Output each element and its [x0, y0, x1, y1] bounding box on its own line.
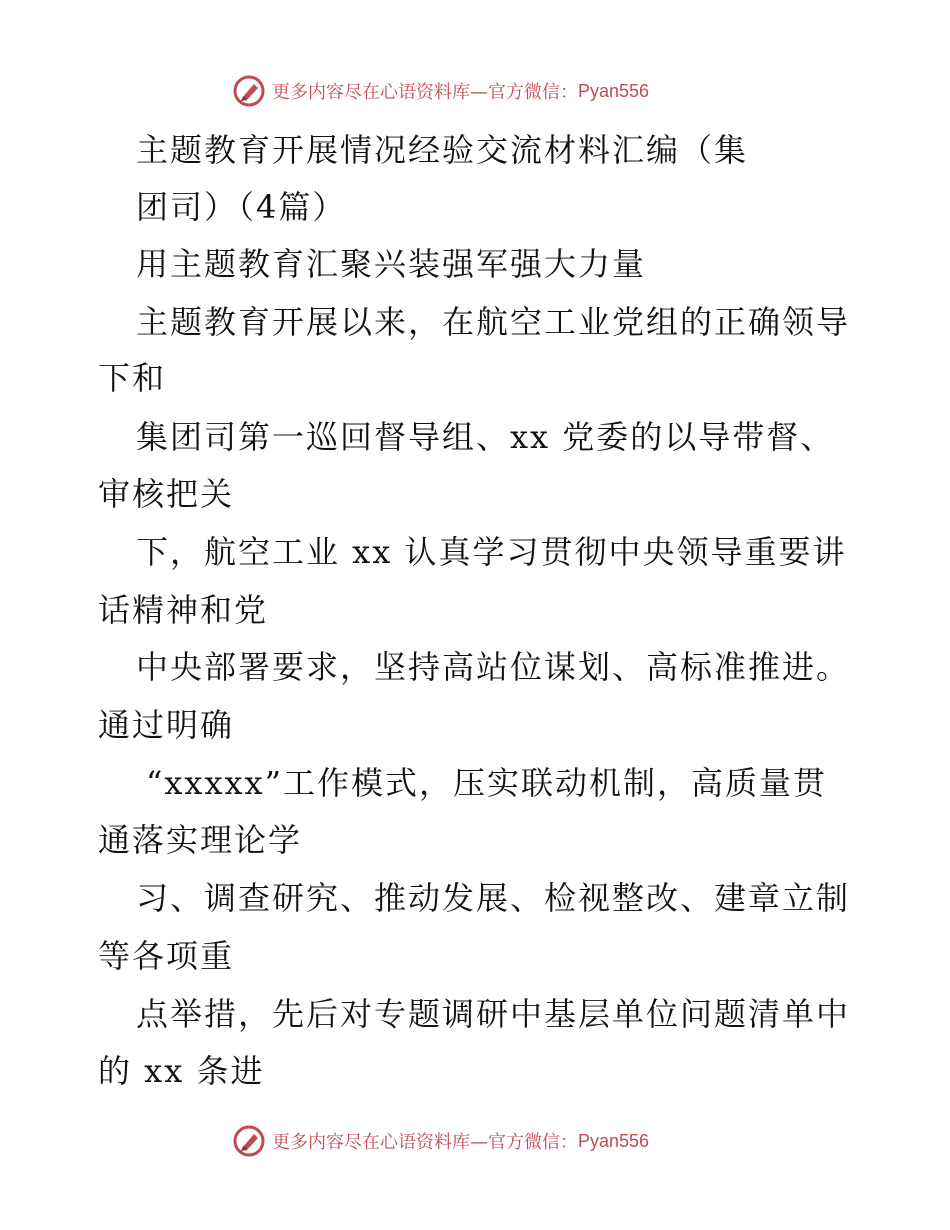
pen-nib-logo-icon — [232, 1124, 266, 1158]
doc-paragraph-line: 习、调查研究、推动发展、检视整改、建章立制 — [136, 879, 851, 917]
doc-paragraph-line: 话精神和党 — [98, 591, 269, 629]
watermark-wechat-id: Pyan556 — [578, 80, 650, 101]
watermark-wechat-id: Pyan556 — [578, 1130, 650, 1151]
footer-watermark — [232, 1124, 649, 1158]
doc-title-line-1: 主题教育开展情况经验交流材料汇编（集 — [136, 131, 749, 169]
doc-paragraph-line: 中央部署要求，坚持高站位谋划、高标准推进。 — [136, 648, 851, 686]
doc-paragraph-line: 下，航空工业 xx 认真学习贯彻中央领导重要讲 — [136, 533, 847, 571]
doc-subtitle: 用主题教育汇聚兴装强军强大力量 — [136, 245, 647, 283]
watermark-text: 更多内容尽在心语资料库—官方微信： — [272, 1132, 578, 1153]
watermark-text: 更多内容尽在心语资料库—官方微信： — [272, 82, 578, 103]
doc-paragraph-line: 集团司第一巡回督导组、xx 党委的以导带督、 — [136, 418, 835, 456]
doc-paragraph-line: 下和 — [98, 359, 167, 397]
doc-paragraph-line: 审核把关 — [98, 475, 235, 513]
doc-paragraph-line: 等各项重 — [98, 937, 235, 975]
doc-title-line-2: 团司）（4篇） — [136, 188, 347, 226]
doc-paragraph-line: “xxxxx”工作模式，压实联动机制，高质量贯 — [146, 764, 827, 802]
doc-paragraph-line: 主题教育开展以来，在航空工业党组的正确领导 — [136, 303, 851, 341]
doc-paragraph-line: 通过明确 — [98, 706, 235, 744]
doc-paragraph-line: 点举措，先后对专题调研中基层单位问题清单中 — [136, 995, 851, 1033]
pen-nib-logo-icon — [232, 74, 266, 108]
doc-paragraph-line: 的 xx 条进 — [98, 1052, 265, 1090]
doc-paragraph-line: 通落实理论学 — [98, 821, 303, 859]
header-watermark — [232, 74, 649, 108]
